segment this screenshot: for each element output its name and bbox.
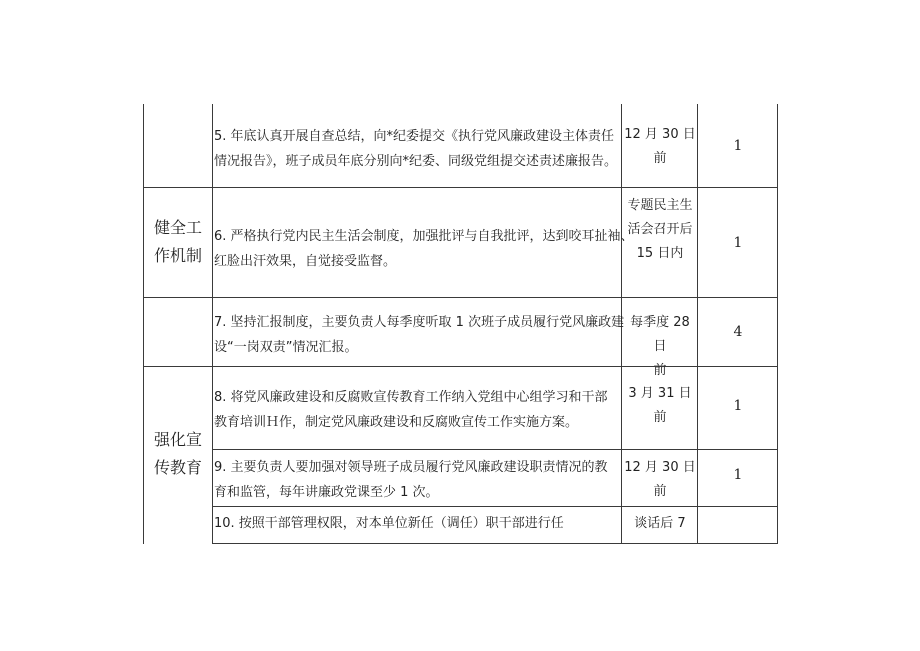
- task-text-line: 情况报告》，班子成员年底分别向*纪委、同级党组提交述责述廉报告。: [214, 154, 618, 169]
- task-cell: [214, 224, 634, 274]
- task-text-line: 教育培训Ｈ作，制定党风廉政建设和反腐败宣传工作实施方案。: [214, 415, 579, 430]
- due-cell: [622, 123, 698, 171]
- task-text-line: 红脸出汗效果，自觉接受监督。: [214, 254, 397, 269]
- due-cell: [622, 382, 698, 430]
- score-cell: 1: [733, 235, 743, 251]
- task-cell: [214, 310, 624, 360]
- category-label-mechanism: [143, 214, 213, 270]
- task-text-line: 6. 严格执行党内民主生活会制度，加强批评与自我批评，达到咬耳扯袖、: [214, 229, 634, 244]
- table-bottom-rule: [212, 543, 778, 544]
- task-text-line: 设“一岗双责”情况汇报。: [214, 340, 358, 355]
- score-cell: 4: [733, 324, 743, 340]
- row-divider-4: [212, 449, 778, 450]
- task-text-line: 5. 年底认真开展自查总结，向*纪委提交《执行党风廉政建设主体责任: [214, 129, 615, 144]
- score-cell: 1: [733, 467, 743, 483]
- due-text-line: 活会召开后: [627, 222, 693, 237]
- due-text-line: 15 日内: [636, 246, 684, 261]
- row-divider-5: [212, 506, 778, 507]
- task-text-line: 10. 按照干部管理权限，对本单位新任（调任）职干部进行任: [214, 516, 564, 531]
- due-cell: [622, 194, 698, 266]
- due-text-line: 前: [653, 151, 667, 166]
- task-text-line: 育和监管，每年讲廉政党课至少 1 次。: [214, 485, 439, 500]
- due-text-line: 3 月 31 日: [628, 386, 692, 401]
- due-text-line: 12 月 30 日: [624, 460, 696, 475]
- category-label-line: 健全工: [153, 218, 202, 237]
- row-divider-1: [143, 187, 778, 188]
- task-cell: [214, 385, 608, 435]
- task-cell: [214, 124, 617, 174]
- category-label-line: 作机制: [153, 246, 202, 265]
- task-text-line: 8. 将党风廉政建设和反腐败宣传教育工作纳入党组中心组学习和干部: [214, 390, 608, 405]
- due-cell: [622, 311, 698, 383]
- due-text-line: 专题民主生: [627, 198, 693, 213]
- row-divider-2: [143, 297, 778, 298]
- score-cell: 1: [733, 398, 743, 414]
- due-text-line: 前: [653, 363, 667, 378]
- category-label-line: 强化宣: [153, 430, 202, 449]
- due-text-line: 12 月 30 日: [624, 127, 696, 142]
- due-text-line: 每季度 28 日: [630, 315, 690, 354]
- category-label-education: [143, 426, 213, 482]
- due-cell: [622, 456, 698, 504]
- task-cell: [214, 511, 564, 536]
- task-text-line: 9. 主要负责人要加强对领导班子成员履行党风廉政建设职责情况的教: [214, 460, 608, 475]
- task-cell: [214, 455, 608, 505]
- task-text-line: 7. 坚持汇报制度，主要负责人每季度听取 1 次班子成员履行党风廉政建: [214, 315, 625, 330]
- due-text-line: 前: [653, 410, 667, 425]
- due-cell: [622, 512, 698, 536]
- due-text-line: 谈话后 7: [634, 516, 686, 531]
- category-label-line: 传教育: [153, 458, 202, 477]
- due-text-line: 前: [653, 484, 667, 499]
- score-cell: 1: [733, 138, 743, 154]
